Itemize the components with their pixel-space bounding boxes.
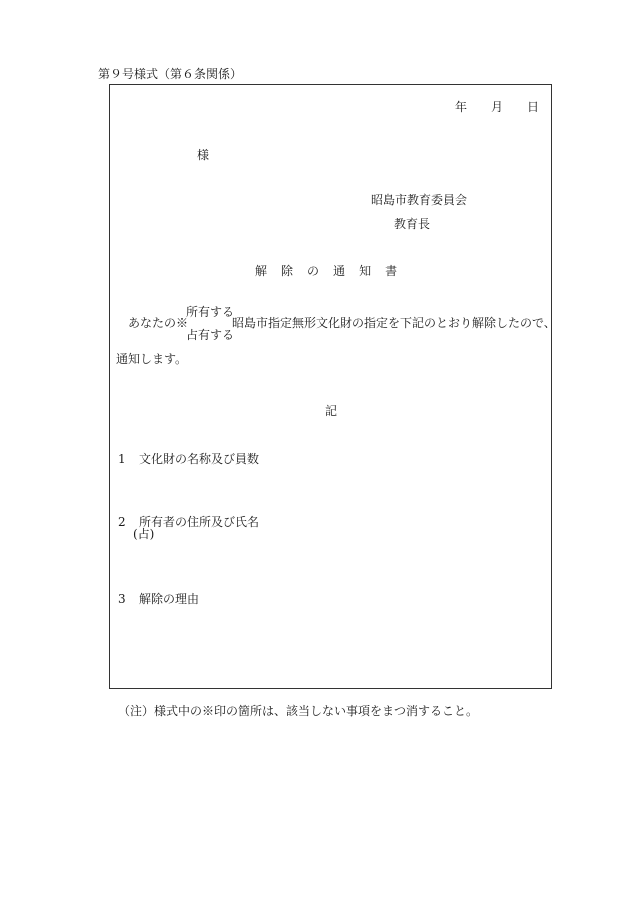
title-char: 知 [359,264,372,278]
document-title [255,264,411,278]
body-lead-text: あなたの※ [128,316,189,330]
item-label: 所有者の住所及び氏名 [139,515,260,529]
option-occupy: 占有する [186,328,235,342]
item-number: 2 [118,515,126,529]
footnote: （注）様式中の※印の箇所は、該当しない事項をまつ消すること。 [118,704,479,718]
title-char: 解 [255,264,268,278]
ki-heading: 記 [325,404,338,418]
title-char: 通 [333,264,346,278]
title-char: 除 [281,264,294,278]
option-own: 所有する [186,305,235,319]
issuer-organization: 昭島市教育委員会 [371,193,468,207]
item-label: 文化財の名称及び員数 [139,452,260,466]
issuer-position: 教育長 [394,217,431,231]
item-reason [118,592,199,606]
item-owner-sub-label: (占) [133,527,155,541]
title-char: の [307,264,320,278]
item-label: 解除の理由 [139,592,200,606]
date-month: 月 [491,100,504,114]
date-year: 年 [455,100,468,114]
form-number-label: 第９号様式（第６条関係） [98,67,243,81]
date-day: 日 [527,100,540,114]
date-line [455,100,539,114]
item-number: 1 [118,452,126,466]
addressee-suffix: 様 [197,148,210,162]
item-cultural-property-name [118,452,259,466]
body-main-text: 昭島市指定無形文化財の指定を下記のとおり解除したので、 [232,316,556,330]
body-second-line: 通知します。 [116,352,188,366]
item-number: 3 [118,592,126,606]
title-char: 書 [385,264,398,278]
